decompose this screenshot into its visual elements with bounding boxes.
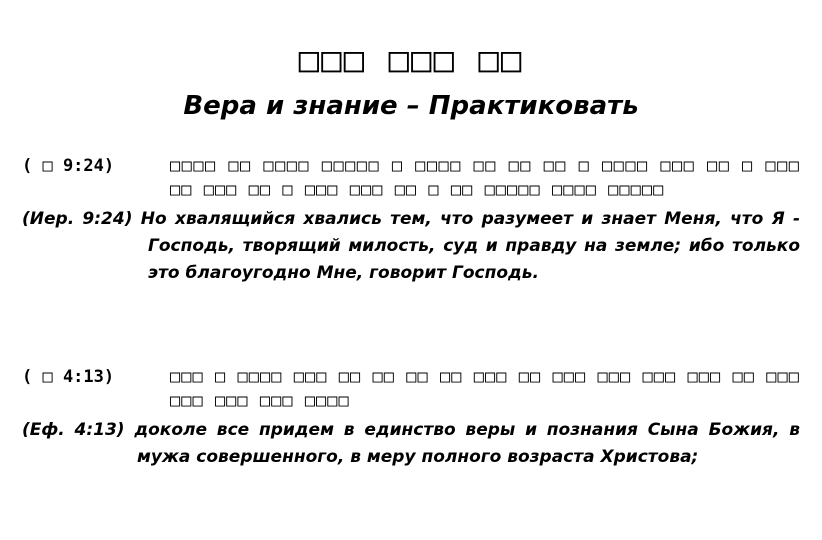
ru-verse-text: доколе все придем в единство веры и познания Сына Божия, в мужа совершенного, в меру полного возраста Христова;	[134, 420, 800, 467]
ru-verse-ref: (Иер. 9:24)	[22, 209, 133, 229]
cn-verse-line	[22, 154, 800, 202]
cn-verse-line	[22, 365, 800, 413]
page-title: □□□ □□□ □□	[298, 40, 524, 80]
ru-verse-paragraph	[22, 206, 800, 287]
ru-verse-line	[22, 417, 800, 471]
verse-block	[22, 365, 800, 471]
ru-verse-line	[22, 206, 800, 287]
ru-verse-ref: (Еф. 4:13)	[22, 420, 125, 440]
verse-block	[22, 154, 800, 287]
cn-verse-text: □□□□ □□ □□□□ □□□□□ □ □□□□ □□ □□ □□ □ □□□□ □□□ □□ □ □□□ □□ □□□ □□ □ □□□ □□□ □□ □ □□ □□□□□ □□□□ □□□□□	[170, 156, 800, 200]
page-subtitle: Вера и знание – Практиковать	[183, 91, 639, 121]
cn-verse-ref: ( □ 4:13)	[22, 367, 115, 387]
cn-verse-text: □□□ □ □□□□ □□□ □□ □□ □□ □□ □□□ □□ □□□ □□□ □□□ □□□ □□ □□□ □□□ □□□ □□□ □□□□	[170, 367, 800, 411]
ru-verse-text: Но хвалящийся хвались тем, что разумеет и знает Меня, что Я - Господь, творящий милость, суд и правду на земле; ибо только это благоугодно Мне, говорит Господь.	[140, 209, 801, 283]
ru-verse-paragraph	[22, 417, 800, 471]
cn-verse-ref: ( □ 9:24)	[22, 156, 115, 176]
